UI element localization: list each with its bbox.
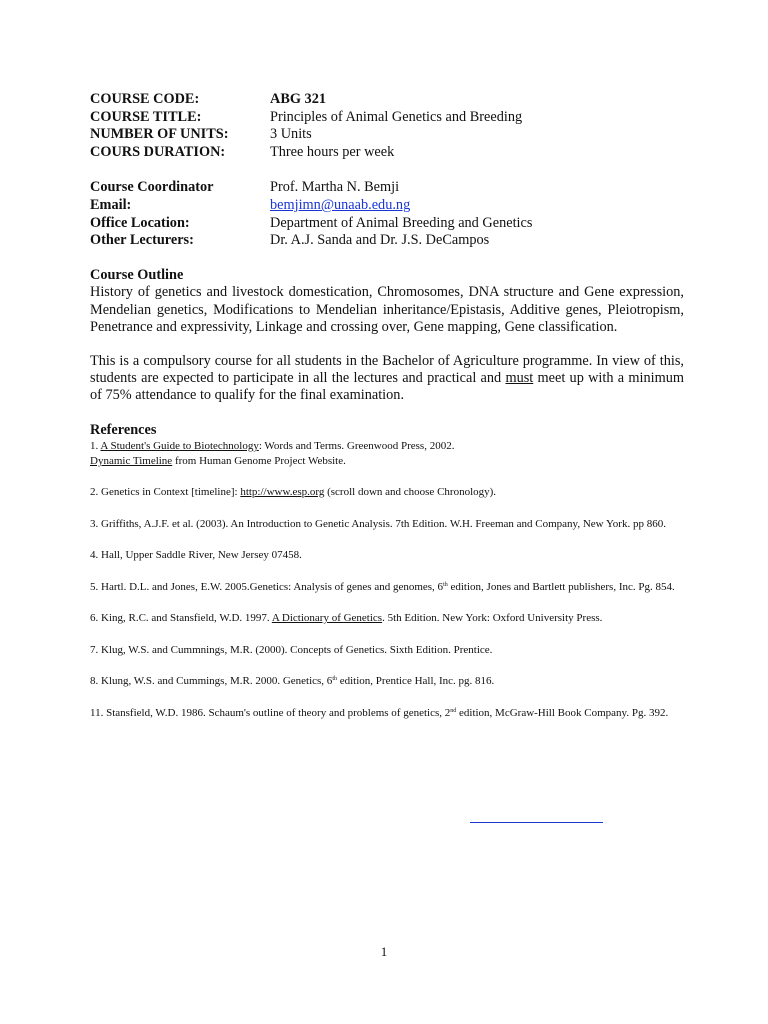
blue-rule-line — [470, 822, 603, 823]
staff-row — [90, 232, 532, 250]
outline-heading: Course Outline — [90, 266, 184, 283]
info-label: COURSE CODE: — [90, 91, 200, 107]
staff-value: Prof. Martha N. Bemji — [270, 179, 400, 196]
ref-text: (scroll down and choose Chronology). — [324, 486, 497, 499]
reference-item — [90, 706, 684, 721]
info-label: COURSE TITLE: — [90, 108, 202, 125]
ref-title: Dynamic Timeline — [90, 454, 173, 467]
ref-text: 11. Stansfield, W.D. 1986. Schaum's outline of theory and problems of genetics, 2 — [90, 706, 451, 719]
reference-item — [90, 439, 684, 468]
course-info-table — [90, 91, 532, 250]
info-value: ABG 321 — [270, 91, 327, 107]
email-link[interactable]: bemjimn@unaab.edu.ng — [270, 196, 411, 213]
staff-value: Dr. A.J. Sanda and Dr. J.S. DeCampos — [270, 232, 490, 249]
ref-text: 8. Klung, W.S. and Cummings, M.R. 2000. Genetics, 6 — [90, 675, 333, 688]
references-heading: References — [90, 421, 157, 438]
ref-number: 1. — [90, 440, 101, 453]
ref-text: 5. Hartl. D.L. and Jones, E.W. 2005.Genetics: Analysis of genes and genomes, 6 — [90, 580, 444, 593]
info-label: COURS DURATION: — [90, 143, 226, 160]
ref-text: edition, McGraw-Hill Book Company. Pg. 392. — [456, 706, 669, 719]
ref-text: 6. King, R.C. and Stansfield, W.D. 1997. — [90, 612, 272, 625]
ref-text: : Words and Terms. Greenwood Press, 2002. — [258, 440, 455, 453]
staff-label: Other Lecturers: — [90, 232, 194, 249]
info-row — [90, 91, 532, 109]
ref-text: edition, Prentice Hall, Inc. pg. 816. — [336, 675, 495, 688]
info-row — [90, 144, 532, 162]
ref-text: 2. Genetics in Context [timeline]: — [90, 486, 241, 499]
reference-item — [90, 485, 684, 500]
staff-label: Office Location: — [90, 214, 190, 231]
reference-item — [90, 674, 684, 689]
ref-superscript: th — [332, 676, 337, 683]
reference-item: 4. Hall, Upper Saddle River, New Jersey 07458. — [90, 549, 302, 562]
staff-label: Course Coordinator — [90, 179, 214, 196]
compulsory-text-start: This is a compulsory course for all students in the Bachelor of Agriculture programme. In view of this, students are expected to participate in all the lectures and practical and — [90, 352, 684, 387]
info-value: Three hours per week — [270, 143, 395, 160]
ref-title: A Dictionary of Genetics — [271, 612, 383, 625]
info-label: NUMBER OF UNITS: — [90, 126, 229, 143]
compulsory-paragraph — [90, 353, 684, 405]
page-number: 1 — [380, 944, 388, 959]
compulsory-text-end: meet up with a minimum of 75% attendance to qualify for the final examination. — [90, 370, 684, 404]
must-emphasis: must — [505, 370, 534, 387]
ref-title: A Student's Guide to Biotechnology — [100, 440, 259, 453]
reference-item: 7. Klug, W.S. and Cummnings, M.R. (2000). Concepts of Genetics. Sixth Edition. Prentice. — [90, 643, 493, 656]
info-value: 3 Units — [270, 126, 312, 143]
staff-label: Email: — [90, 196, 132, 213]
info-row — [90, 109, 532, 127]
staff-row — [90, 179, 532, 197]
ref-link[interactable]: http://www.esp.org — [240, 486, 325, 499]
outline-text: History of genetics and livestock domestication, Chromosomes, DNA structure and Gene expression, Mendelian genetics, Modifications to Mendelian inheritance/Epistasis, Additive genes, Pleiotropism, Penetrance and expressivity, Linkage and crossing over, Gene mapping, Gene classification. — [90, 284, 684, 335]
ref-superscript: nd — [450, 707, 457, 714]
staff-row — [90, 215, 532, 233]
ref-text: edition, Jones and Bartlett publishers, Inc. Pg. 854. — [447, 580, 675, 593]
references-list — [90, 439, 684, 720]
ref-superscript: th — [443, 581, 448, 588]
staff-value: Department of Animal Breeding and Genetics — [270, 214, 533, 231]
ref-text: from Human Genome Project Website. — [172, 454, 346, 467]
ref-text: . 5th Edition. New York: Oxford University Press. — [382, 612, 603, 625]
reference-item — [90, 580, 684, 595]
info-row — [90, 126, 532, 144]
staff-row — [90, 197, 532, 215]
info-value: Principles of Animal Genetics and Breeding — [270, 108, 523, 125]
reference-item: 3. Griffiths, A.J.F. et al. (2003). An Introduction to Genetic Analysis. 7th Edition. W.H. Freeman and Company, New York. pp 860. — [90, 517, 666, 530]
document-page — [90, 91, 684, 737]
reference-item — [90, 611, 684, 626]
